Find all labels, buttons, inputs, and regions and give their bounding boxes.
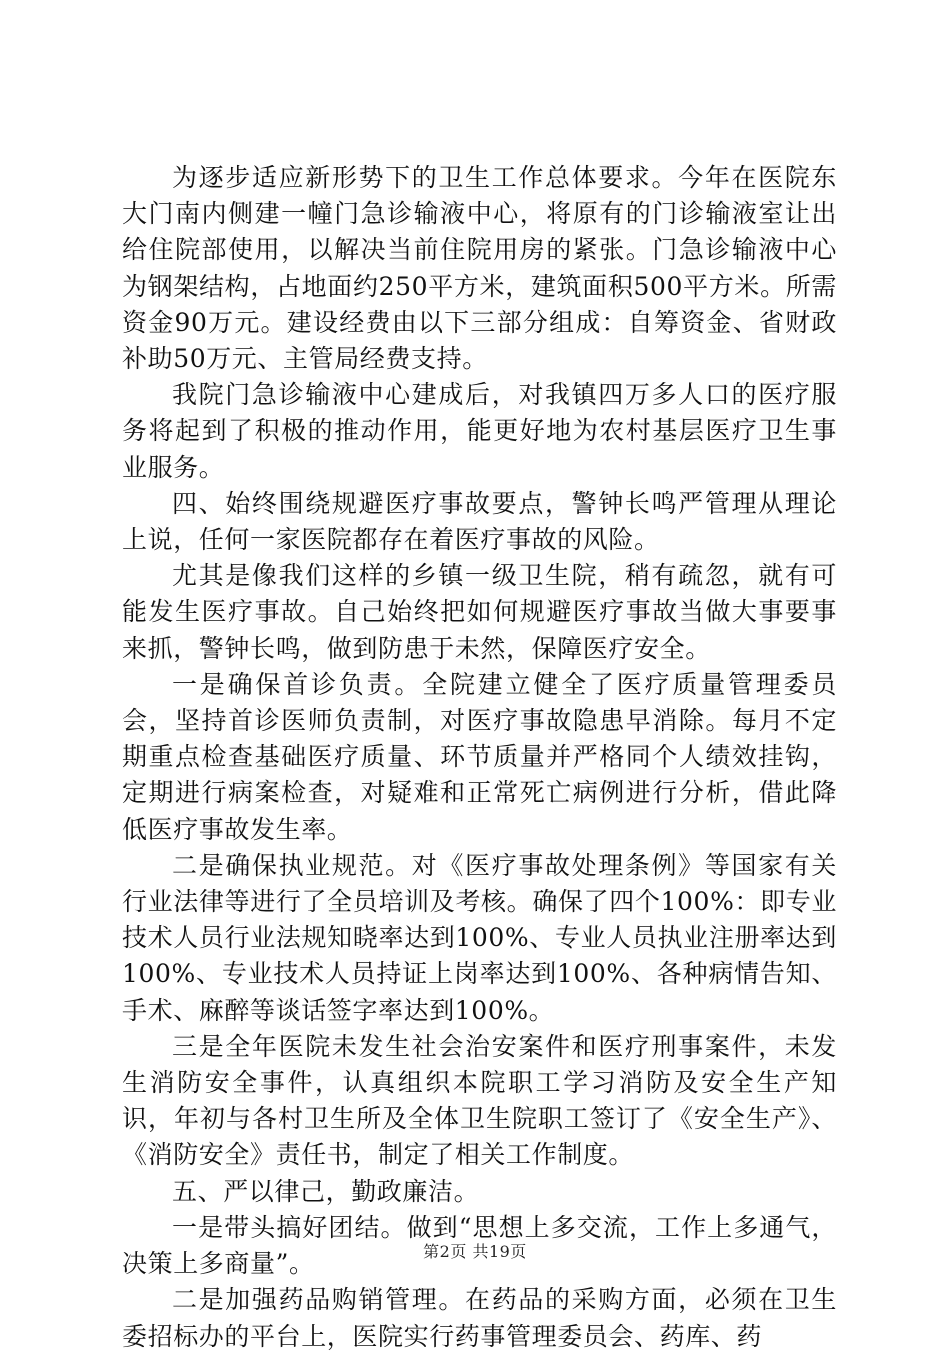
paragraph-infusion-center: 为逐步适应新形势下的卫生工作总体要求。今年在医院东大门南内侧建一幢门急诊输液中心，将原有的门诊输液室让出给住院部使用，以解决当前住院用房的紧张。门急诊输液中心为钢架结构，占地面约250平方米，建筑面积500平方米。所需资金90万元。建设经费由以下三部分组成：自筹资金、省财政补助50万元、主管局经费支持。: [122, 163, 837, 374]
paragraph-unity: 一是带头搞好团结。做到“思想上多交流，工作上多通气，决策上多商量”。: [122, 1212, 837, 1279]
document-body: [122, 160, 837, 1355]
paragraph-section-five-heading: 五、严以律己，勤政廉洁。: [172, 1176, 480, 1206]
page-footer: 第2页 共19页: [423, 1242, 527, 1261]
paragraph-practice-standards: 二是确保执业规范。对《医疗事故处理条例》等国家有关行业法律等进行了全员培训及考核。确保了四个100%：即专业技术人员行业法规知晓率达到100%、专业人员执业注册率达到100%、专业技术人员持证上岗率达到100%、各种病情告知、手术、麻醉等谈话签字率达到100%。: [122, 850, 837, 1025]
paragraph-safety-record: 三是全年医院未发生社会治安案件和医疗刑事案件，未发生消防安全事件，认真组织本院职工学习消防及安全生产知识，年初与各村卫生所及全体卫生院职工签订了《安全生产》、《消防安全》责任书，制定了相关工作制度。: [122, 1031, 837, 1170]
paragraph-infusion-center-impact: 我院门急诊输液中心建成后，对我镇四万多人口的医疗服务将起到了积极的推动作用，能更好地为农村基层医疗卫生事业服务。: [122, 380, 837, 482]
paragraph-section-four-heading: 四、始终围绕规避医疗事故要点，警钟长鸣严管理从理论上说，任何一家医院都存在着医疗事故的风险。: [122, 488, 837, 555]
paragraph-drug-procurement: 二是加强药品购销管理。在药品的采购方面，必须在卫生委招标办的平台上，医院实行药事管理委员会、药库、药: [122, 1285, 837, 1351]
paragraph-first-diagnosis: 一是确保首诊负责。全院建立健全了医疗质量管理委员会，坚持首诊医师负责制，对医疗事故隐患早消除。每月不定期重点检查基础医疗质量、环节质量并严格同个人绩效挂钩，定期进行病案检查，对疑难和正常死亡病例进行分析，借此降低医疗事故发生率。: [122, 669, 837, 844]
paragraph-township-risk: 尤其是像我们这样的乡镇一级卫生院，稍有疏忽，就有可能发生医疗事故。自己始终把如何规避医疗事故当做大事要事来抓，警钟长鸣，做到防患于未然，保障医疗安全。: [122, 561, 837, 663]
